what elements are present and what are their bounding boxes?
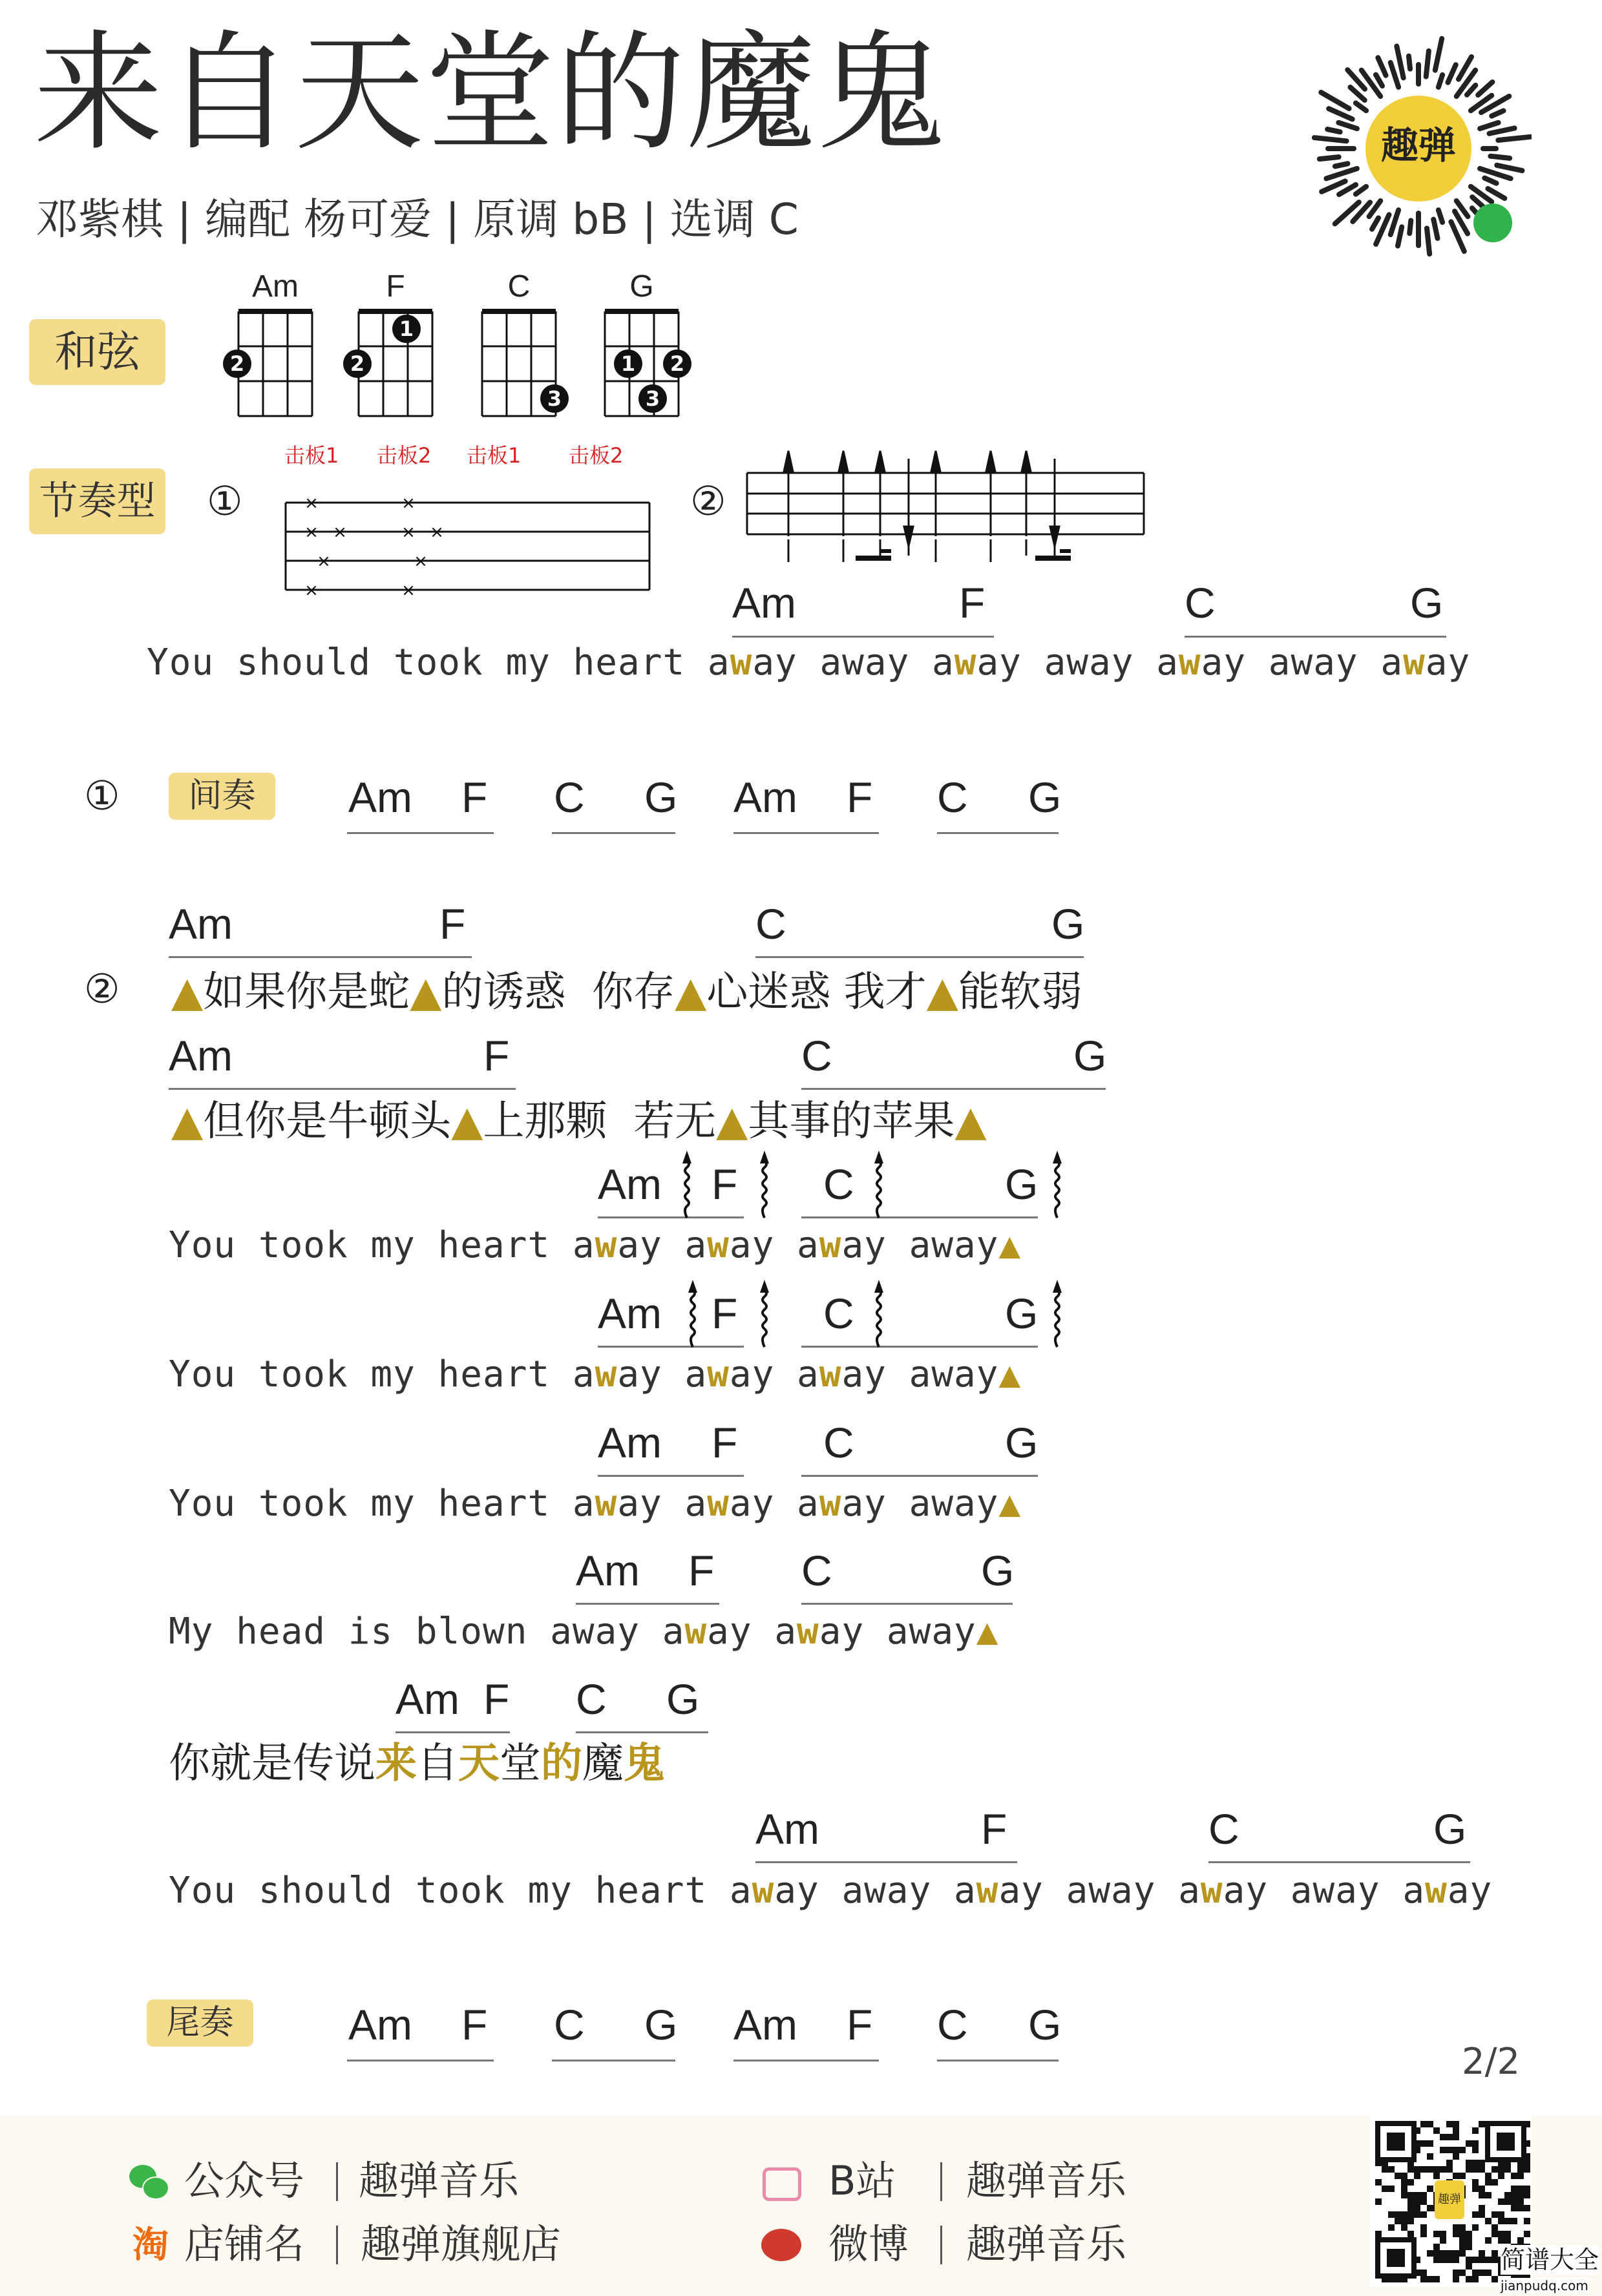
- chord-underline: [1208, 1861, 1470, 1863]
- verse-number: ②: [84, 965, 120, 1012]
- bilibili-value[interactable]: 趣弹音乐: [966, 2157, 1127, 2204]
- lyric-text: ay away a: [998, 1870, 1201, 1912]
- lyric-text: ay away a: [1201, 642, 1404, 684]
- arpeggio-up-arrow-icon: [1049, 1148, 1065, 1219]
- svg-text:×: ×: [401, 581, 416, 600]
- lyric-highlight: 天: [458, 1740, 500, 1788]
- chord-underline: [755, 1861, 1017, 1863]
- chord-label[interactable]: G: [644, 2001, 678, 2049]
- chord-label[interactable]: F: [461, 773, 488, 821]
- lyric-highlight: w: [707, 1483, 730, 1525]
- chord-label[interactable]: G: [981, 1547, 1015, 1594]
- lyric-text: ay away a: [976, 642, 1179, 684]
- rhythm-badge: [29, 468, 165, 534]
- divider: [940, 2226, 942, 2264]
- chord-label[interactable]: C: [1208, 1805, 1239, 1853]
- interlude-number: ①: [84, 772, 120, 819]
- lyric-highlight: w: [707, 1224, 730, 1266]
- rhythm-label: 节奏型: [39, 479, 156, 524]
- chords-badge: [29, 319, 165, 385]
- lyric-highlight: ▲: [716, 1098, 748, 1145]
- lyric-text: My head is blown away a: [169, 1611, 685, 1653]
- lyric-highlight: w: [797, 1611, 819, 1653]
- chord-label[interactable]: Am: [169, 1032, 233, 1080]
- lyric-text: You took my heart a: [169, 1353, 595, 1395]
- lyric-text: ay a: [729, 1224, 819, 1266]
- chord-underline: [937, 2060, 1059, 2061]
- finger-dot: 2: [343, 350, 372, 378]
- footer: [0, 2116, 1602, 2296]
- arpeggio-up-arrow-icon: [757, 1277, 772, 1348]
- chord-underline: [801, 1475, 1038, 1477]
- chord-label[interactable]: F: [711, 1419, 738, 1466]
- chord-underline: [755, 956, 1084, 958]
- lyric-text: ay a: [729, 1353, 819, 1395]
- lyric-highlight: w: [1178, 642, 1201, 684]
- lyric-highlight: 鬼: [624, 1740, 665, 1788]
- lyric-text: ay a: [617, 1224, 708, 1266]
- pattern-label: 击板1: [284, 443, 339, 468]
- page-title: 来自天堂的魔鬼: [34, 18, 948, 169]
- weibo-label: 微博: [828, 2220, 909, 2268]
- lyric-highlight: ▲: [976, 1611, 999, 1653]
- chord-label[interactable]: Am: [169, 900, 233, 948]
- chord-label[interactable]: C: [576, 1675, 607, 1723]
- chord-diagram-name[interactable]: Am: [252, 269, 299, 304]
- chord-underline: [801, 1216, 1038, 1218]
- lyric-text: 魔: [582, 1740, 624, 1788]
- chord-label[interactable]: G: [1005, 1160, 1038, 1208]
- lyric-text: 自: [417, 1740, 458, 1788]
- chord-label[interactable]: Am: [733, 2001, 797, 2049]
- lyric-highlight: w: [954, 642, 977, 684]
- chord-label[interactable]: Am: [598, 1419, 662, 1466]
- chord-label[interactable]: F: [711, 1289, 738, 1337]
- chord-label[interactable]: F: [847, 2001, 873, 2049]
- chord-label[interactable]: G: [1433, 1805, 1467, 1853]
- svg-text:×: ×: [304, 581, 319, 600]
- lyric-text: ay away: [841, 1224, 999, 1266]
- up-strum-arrow: [931, 451, 940, 562]
- lyric-highlight: w: [707, 1353, 730, 1395]
- chord-label[interactable]: C: [1185, 579, 1216, 627]
- chord-label[interactable]: C: [801, 1032, 832, 1080]
- watermark-cn: 简谱大全: [1501, 2246, 1599, 2274]
- lyric-highlight: ▲: [926, 968, 958, 1016]
- svg-text:×: ×: [430, 523, 444, 542]
- miniprogram-logo[interactable]: [1305, 36, 1532, 262]
- logo-text: 趣弹: [1380, 123, 1456, 167]
- lyric-highlight: w: [752, 1870, 775, 1912]
- divider: [336, 2162, 338, 2201]
- weibo-value[interactable]: 趣弹音乐: [966, 2220, 1127, 2268]
- chord-label[interactable]: F: [847, 773, 873, 821]
- chord-label[interactable]: F: [981, 1805, 1007, 1853]
- chord-underline: [576, 1731, 708, 1733]
- chord-label[interactable]: C: [755, 900, 786, 948]
- svg-text:×: ×: [401, 523, 416, 542]
- chord-label[interactable]: G: [1005, 1289, 1038, 1337]
- lyric-text: ay a: [617, 1483, 708, 1525]
- lyric-line: [169, 1869, 1492, 1913]
- lyric-highlight: w: [1425, 1870, 1448, 1912]
- lyric-highlight: ▲: [998, 1353, 1022, 1395]
- chord-underline: [347, 2060, 494, 2061]
- lyric-highlight: ▲: [675, 968, 707, 1016]
- page-number: 2/2: [1462, 2041, 1521, 2083]
- chord-label[interactable]: F: [439, 900, 466, 948]
- lyric-text: ay a: [617, 1353, 708, 1395]
- chord-label[interactable]: G: [1410, 579, 1444, 627]
- chord-label[interactable]: G: [1028, 2001, 1062, 2049]
- arpeggio-up-arrow-icon: [1049, 1277, 1065, 1348]
- lyric-text: 但你是牛顿头: [203, 1098, 452, 1145]
- chord-label[interactable]: Am: [598, 1289, 662, 1337]
- bilibili-icon: [763, 2167, 801, 2201]
- chord-label[interactable]: C: [823, 1419, 854, 1466]
- shop-label: 店铺名: [184, 2220, 305, 2268]
- lyric-text: ay away: [841, 1483, 999, 1525]
- lyric-highlight: w: [1200, 1870, 1223, 1912]
- chord-label[interactable]: F: [483, 1032, 510, 1080]
- svg-text:×: ×: [317, 552, 331, 571]
- lyric-text: 其事的苹果: [748, 1098, 955, 1145]
- chord-label[interactable]: Am: [733, 773, 797, 821]
- up-strum-arrow: [876, 451, 885, 556]
- lyric-line: [147, 641, 1470, 685]
- chord-label[interactable]: G: [666, 1675, 700, 1723]
- lyric-text: ay away: [819, 1611, 976, 1653]
- lyric-line: [171, 1097, 987, 1146]
- lyric-text: 堂: [500, 1740, 541, 1788]
- lyric-highlight: w: [976, 1870, 999, 1912]
- lyric-highlight: w: [1403, 642, 1426, 684]
- chord-label[interactable]: F: [711, 1160, 738, 1208]
- qr-logo: 趣弹: [1435, 2180, 1464, 2219]
- arpeggio-up-arrow-icon: [871, 1277, 887, 1348]
- lyric-line: [169, 1610, 998, 1654]
- lyric-highlight: w: [595, 1224, 618, 1266]
- lyric-text: ay away a: [774, 1870, 976, 1912]
- taobao-icon: 淘: [132, 2224, 169, 2266]
- chord-label[interactable]: C: [554, 773, 585, 821]
- pattern-label: 击板1: [467, 443, 522, 468]
- chord-underline: [937, 832, 1059, 834]
- svg-text:×: ×: [414, 552, 428, 571]
- chord-label[interactable]: F: [483, 1675, 510, 1723]
- chord-label[interactable]: G: [1005, 1419, 1038, 1466]
- pattern-2-number: ②: [690, 477, 726, 525]
- finger-dot: 2: [663, 350, 691, 378]
- lyric-text: ay away a: [1223, 1870, 1426, 1912]
- interlude-badge: [169, 773, 275, 820]
- chord-label[interactable]: Am: [598, 1160, 662, 1208]
- lyric-text: 上那颗 若无: [483, 1098, 717, 1145]
- chord-label[interactable]: F: [688, 1547, 715, 1594]
- lyric-text: You took my heart a: [169, 1224, 595, 1266]
- lyric-text: ay away a: [752, 642, 954, 684]
- lyric-line: [169, 1739, 665, 1788]
- lyric-text: 能软弱: [958, 968, 1082, 1016]
- lyric-text: ay a: [729, 1483, 819, 1525]
- chord-label[interactable]: G: [1073, 1032, 1107, 1080]
- lyric-highlight: ▲: [171, 968, 204, 1016]
- lyric-line: [171, 968, 1082, 1017]
- arpeggio-up-arrow-icon: [685, 1277, 701, 1348]
- chord-underline: [169, 1088, 516, 1090]
- svg-text:×: ×: [401, 494, 416, 513]
- chord-label[interactable]: G: [644, 773, 678, 821]
- lyric-highlight: w: [819, 1353, 842, 1395]
- shop-value[interactable]: 趣弹旗舰店: [361, 2220, 562, 2268]
- song-info: 邓紫棋 | 编配 杨可爱 | 原调 bB | 选调 C: [36, 194, 799, 244]
- chord-underline: [552, 832, 675, 834]
- wechat-icon: [129, 2165, 168, 2198]
- lyric-highlight: w: [730, 642, 753, 684]
- lyric-highlight: ▲: [171, 1098, 204, 1145]
- lyric-highlight: ▲: [451, 1098, 483, 1145]
- chord-label[interactable]: Am: [395, 1675, 459, 1723]
- lyric-highlight: w: [684, 1611, 708, 1653]
- finger-dot: 2: [223, 350, 251, 378]
- chord-label[interactable]: Am: [348, 2001, 412, 2049]
- chord-underline: [801, 1346, 1038, 1348]
- lyric-text: 心迷惑 我才: [706, 968, 927, 1016]
- pattern-label: 击板2: [569, 443, 624, 468]
- interlude-label: 间奏: [188, 776, 256, 815]
- chord-label[interactable]: Am: [755, 1805, 819, 1853]
- lyric-highlight: w: [595, 1483, 618, 1525]
- pattern-1-number: ①: [207, 477, 243, 525]
- lyric-text: You should took my heart a: [169, 1870, 752, 1912]
- divider: [940, 2162, 942, 2201]
- lyric-highlight: w: [819, 1483, 842, 1525]
- chord-label[interactable]: G: [1028, 773, 1062, 821]
- chord-diagram-name[interactable]: F: [386, 269, 405, 304]
- chord-label[interactable]: C: [937, 2001, 968, 2049]
- lyric-text: ay: [1425, 642, 1471, 684]
- finger-dot: 1: [614, 350, 642, 378]
- finger-dot: 3: [638, 384, 667, 413]
- lyric-highlight: ▲: [410, 968, 442, 1016]
- lyric-text: ay away: [841, 1353, 999, 1395]
- lyric-text: 的诱惑 你存: [441, 968, 675, 1016]
- chord-underline: [801, 1088, 1106, 1090]
- lyric-text: ay: [1447, 1870, 1493, 1912]
- weibo-icon: [761, 2229, 801, 2261]
- lyric-highlight: w: [595, 1353, 618, 1395]
- bilibili-label: B站: [828, 2157, 896, 2204]
- chord-label[interactable]: Am: [348, 773, 412, 821]
- chord-label[interactable]: C: [823, 1160, 854, 1208]
- chord-underline: [1185, 636, 1446, 638]
- chord-underline: [598, 1216, 744, 1218]
- svg-text:×: ×: [304, 523, 319, 542]
- rhythm-pattern-1: [278, 472, 666, 601]
- chord-underline: [576, 1603, 719, 1605]
- chord-underline: [598, 1346, 744, 1348]
- chord-label[interactable]: Am: [732, 579, 796, 627]
- lyric-text: You took my heart a: [169, 1483, 595, 1525]
- chord-underline: [552, 2060, 675, 2061]
- chord-underline: [801, 1603, 1013, 1605]
- lyric-highlight: w: [819, 1224, 842, 1266]
- lyric-highlight: ▲: [998, 1224, 1022, 1266]
- chord-diagram-name[interactable]: C: [507, 269, 531, 304]
- lyric-line: [169, 1353, 1021, 1397]
- svg-text:×: ×: [304, 494, 319, 513]
- rhythm-pattern-2: [743, 446, 1150, 569]
- arpeggio-up-arrow-icon: [757, 1148, 772, 1219]
- up-strum-arrow: [1022, 451, 1031, 556]
- wechat-value[interactable]: 趣弹音乐: [359, 2157, 520, 2204]
- chord-label[interactable]: C: [823, 1289, 854, 1337]
- chord-label[interactable]: Am: [576, 1547, 640, 1594]
- chord-underline: [598, 1475, 744, 1477]
- chord-underline: [395, 1731, 510, 1733]
- chord-label[interactable]: C: [554, 2001, 585, 2049]
- chord-underline: [733, 2060, 879, 2061]
- lyric-highlight: ▲: [998, 1483, 1022, 1525]
- chord-underline: [347, 832, 494, 834]
- up-strum-arrow: [986, 451, 995, 562]
- watermark-url: jianpudq.com: [1501, 2278, 1588, 2293]
- lyric-text: 如果你是蛇: [203, 968, 410, 1016]
- outro-badge: [147, 1999, 253, 2047]
- lyric-highlight: ▲: [954, 1098, 987, 1145]
- chord-label[interactable]: F: [461, 2001, 488, 2049]
- arpeggio-up-arrow-icon: [679, 1148, 695, 1219]
- chord-label[interactable]: G: [1051, 900, 1085, 948]
- up-strum-arrow: [784, 451, 793, 562]
- finger-dot: 1: [392, 315, 421, 343]
- lyric-text: ay a: [707, 1611, 797, 1653]
- arpeggio-up-arrow-icon: [871, 1148, 887, 1219]
- up-strum-arrow: [839, 451, 848, 562]
- wechat-label: 公众号: [184, 2157, 305, 2204]
- chord-underline: [733, 832, 879, 834]
- lyric-text: You should took my heart a: [147, 642, 730, 684]
- chords-label: 和弦: [54, 326, 140, 377]
- outro-label: 尾奏: [166, 2003, 234, 2042]
- pattern-label: 击板2: [377, 443, 432, 468]
- chord-underline: [169, 956, 472, 958]
- lyric-highlight: 的: [541, 1740, 582, 1788]
- lyric-highlight: 来: [375, 1740, 417, 1788]
- divider: [336, 2226, 338, 2264]
- chord-label[interactable]: C: [801, 1547, 832, 1594]
- lyric-line: [169, 1224, 1021, 1268]
- chord-diagram-name[interactable]: G: [629, 269, 654, 304]
- chord-label[interactable]: C: [937, 773, 968, 821]
- finger-dot: 3: [540, 384, 569, 413]
- lyric-text: 你就是传说: [169, 1740, 375, 1788]
- chord-label[interactable]: F: [959, 579, 985, 627]
- svg-text:×: ×: [333, 523, 347, 542]
- chord-underline: [732, 636, 994, 638]
- lyric-line: [169, 1482, 1021, 1526]
